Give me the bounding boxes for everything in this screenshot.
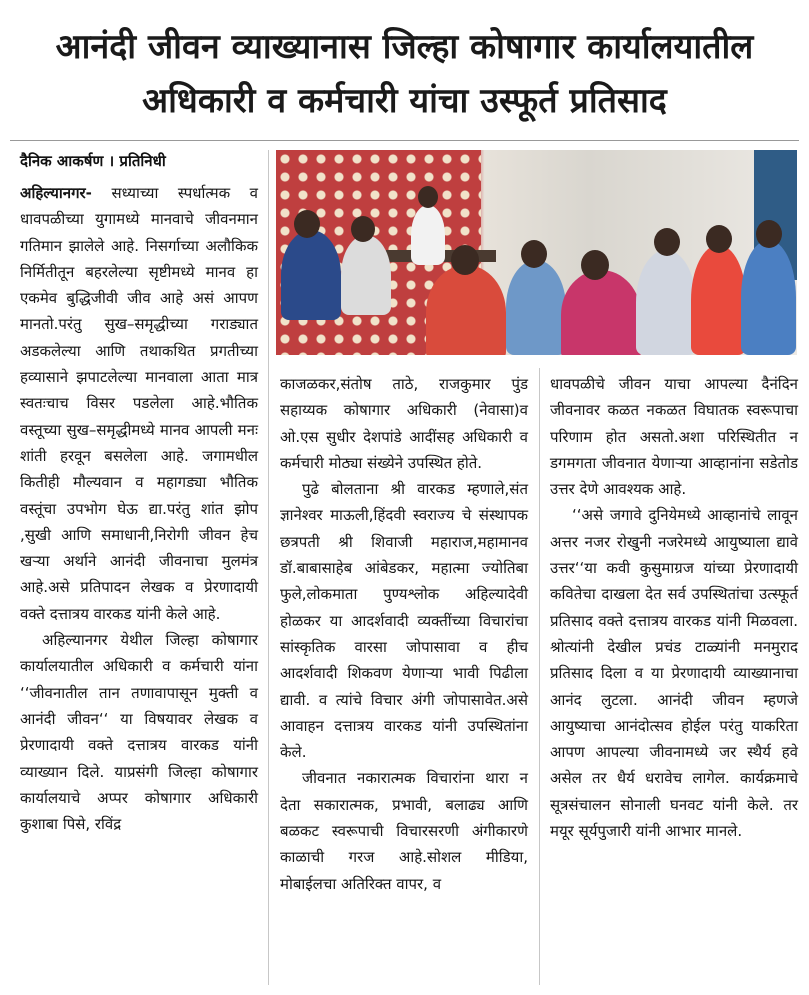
- article-column-1: [20, 180, 258, 837]
- paragraph: [20, 180, 258, 627]
- event-photo: [276, 150, 797, 355]
- audience-figure: [506, 260, 566, 355]
- audience-head: [654, 228, 680, 256]
- audience-head: [451, 245, 479, 275]
- column-divider: [268, 150, 269, 985]
- audience-head: [756, 220, 782, 248]
- byline: दैनिक आकर्षण । प्रतिनिधी: [20, 152, 166, 170]
- audience-figure: [636, 250, 696, 355]
- paragraph: ‘‘असे जगावे दुनियेमध्ये आव्हानांचे लावून अत्तर नजर रोखुनी नजरेमध्ये आयुष्याला द्यावे उत्तर‘‘या कवी कुसुमाग्रज यांच्या प्रेरणादायी कवितेचा दाखला देत सर्व उपस्थितांचा उत्स्फूर्त प्रतिसाद वक्ते दत्तात्रय वारकड यांनी मिळवला. श्रोत्यांनी देखील प्रचंड टाळ्यांनी मनमुराद प्रतिसाद दिला व या प्रेरणादायी व्याख्यानाचा आनंद लुटला. आनंदी जीवन म्हणजे आयुष्याचा आनंदोत्सव होईल परंतु याकरिता आपण आपल्या जीवनामध्ये जर स्थैर्य हवे असेल तर धैर्य धरावेच लागेल. कार्यक्रमाचे सूत्रसंचालन सोनाली घनवट यांनी केले. तर मयूर सूर्यपुजारी यांनी आभार मानले.: [550, 506, 798, 841]
- audience-figure: [341, 235, 391, 315]
- paragraph: पुढे बोलताना श्री वारकड म्हणाले,संत ज्ञानेश्वर माऊली,हिंदवी स्वराज्य चे संस्थापक छत्रपती श्री शिवाजी महाराज,महामानव डॉ.बाबासाहेब आंबेडकर, महात्मा ज्योतिबा फुले,लोकमाता पुण्यश्लोक अहिल्यादेवी होळकर या आदर्शवादी व्यक्तींच्या विचारांचा सांस्कृतिक वारसा जोपासावा व हीच आदर्शवादी शिकवण येणाऱ्या भावी पिढीला द्यावी. व त्यांचे विचार अंगी जोपासावेत.असे आवाहन दत्तात्रय वारकड यांनी उपस्थितांना केले.: [280, 480, 528, 762]
- audience-figure: [426, 265, 506, 355]
- audience-figure: [561, 270, 641, 355]
- article-column-2: [280, 371, 528, 897]
- paragraph: अहिल्यानगर येथील जिल्हा कोषागार कार्यालयातील अधिकारी व कर्मचारी यांना ‘‘जीवनातील तान तणावापासून मुक्ती व आनंदी जीवन‘‘ या विषयावर लेखक व प्रेरणादायी वक्ते दत्तात्रय वारकड यांनी व्याख्यान दिले. याप्रसंगी जिल्हा कोषागार कार्यालयाचे अप्पर कोषागार अधिकारी कुशाबा पिसे, रविंद्र: [20, 631, 258, 834]
- audience-head: [294, 210, 320, 238]
- paragraph: धावपळीचे जीवन याचा आपल्या दैनंदिन जीवनावर कळत नकळत विघातक स्वरूपाचा परिणाम होत असतो.अशा परिस्थितीत न डगमगता जीवनात येणाऱ्या आव्हानांना सडेतोड उत्तर देणे आवश्यक आहे.: [550, 375, 798, 499]
- headline-line-2: अधिकारी व कर्मचारी यांचा उस्फूर्त प्रतिसाद: [142, 81, 667, 121]
- headline-divider: [10, 140, 799, 141]
- headline-line-1: आनंदी जीवन व्याख्यानास जिल्हा कोषागार कार्यालयातील: [55, 27, 754, 67]
- audience-head: [521, 240, 547, 268]
- audience-head: [706, 225, 732, 253]
- paragraph: जीवनात नकारात्मक विचारांना थारा न देता सकारात्मक, प्रभावी, बलाढ्य आणि बळकट स्वरूपाची विचारसरणी अंगीकारणे काळाची गरज आहे.सोशल मीडिया, मोबाईलचा अतिरिक्त वापर, व: [280, 769, 528, 893]
- speaker-figure: [411, 205, 445, 265]
- audience-head: [581, 250, 609, 280]
- audience-figure: [691, 245, 746, 355]
- article-column-3: [550, 371, 798, 844]
- headline: [0, 20, 809, 128]
- audience-figure: [281, 230, 341, 320]
- paragraph-text: सध्याच्या स्पर्धात्मक व धावपळीच्या युगामध्ये मानवाचे जीवनमान गतिमान झालेले आहे. निसर्गाच्या अलौकिक निर्मितीतून बहरलेल्या सृष्टीमध्ये मानव हा एकमेव बुद्धिजीवी जीव आहे असं आपण मानतो.परंतु सुख–समृद्धीच्या गराड्यात अडकलेल्या आणि तथाकथित प्रगतीच्या हव्यासाने झपाटलेल्या मानवाला आता मात्र स्वतःचाच विसर पडलेला आहे.भौतिक वस्तूच्या सुख–समृद्धीमध्ये मानव आपली मनः शांती हरवून बसलेला आहे. जगामधील कितीही मौल्यवान व महागड्या भौतिक वस्तूंचा उपभोग घेऊ द्या.परंतु शांत झोप ,सुखी आणि समाधानी,निरोगी जीवन हेच खऱ्या अर्थाने आनंदी जीवनाचा मुलमंत्र आहे.असे प्रतिपादन लेखक व प्रेरणादायी वक्ते दत्तात्रय वारकड यांनी केले आहे.: [20, 184, 258, 623]
- dateline: अहिल्यानगर-: [20, 184, 92, 202]
- speaker-head: [418, 186, 438, 208]
- audience-figure: [741, 240, 796, 355]
- paragraph: काजळकर,संतोष ताठे, राजकुमार पुंड सहाय्यक कोषागार अधिकारी (नेवासा)व ओ.एस सुधीर देशपांडे आदींसह अधिकारी व कर्मचारी मोठ्या संख्येने उपस्थित होते.: [280, 375, 528, 472]
- column-divider: [539, 368, 540, 985]
- audience-head: [351, 216, 375, 242]
